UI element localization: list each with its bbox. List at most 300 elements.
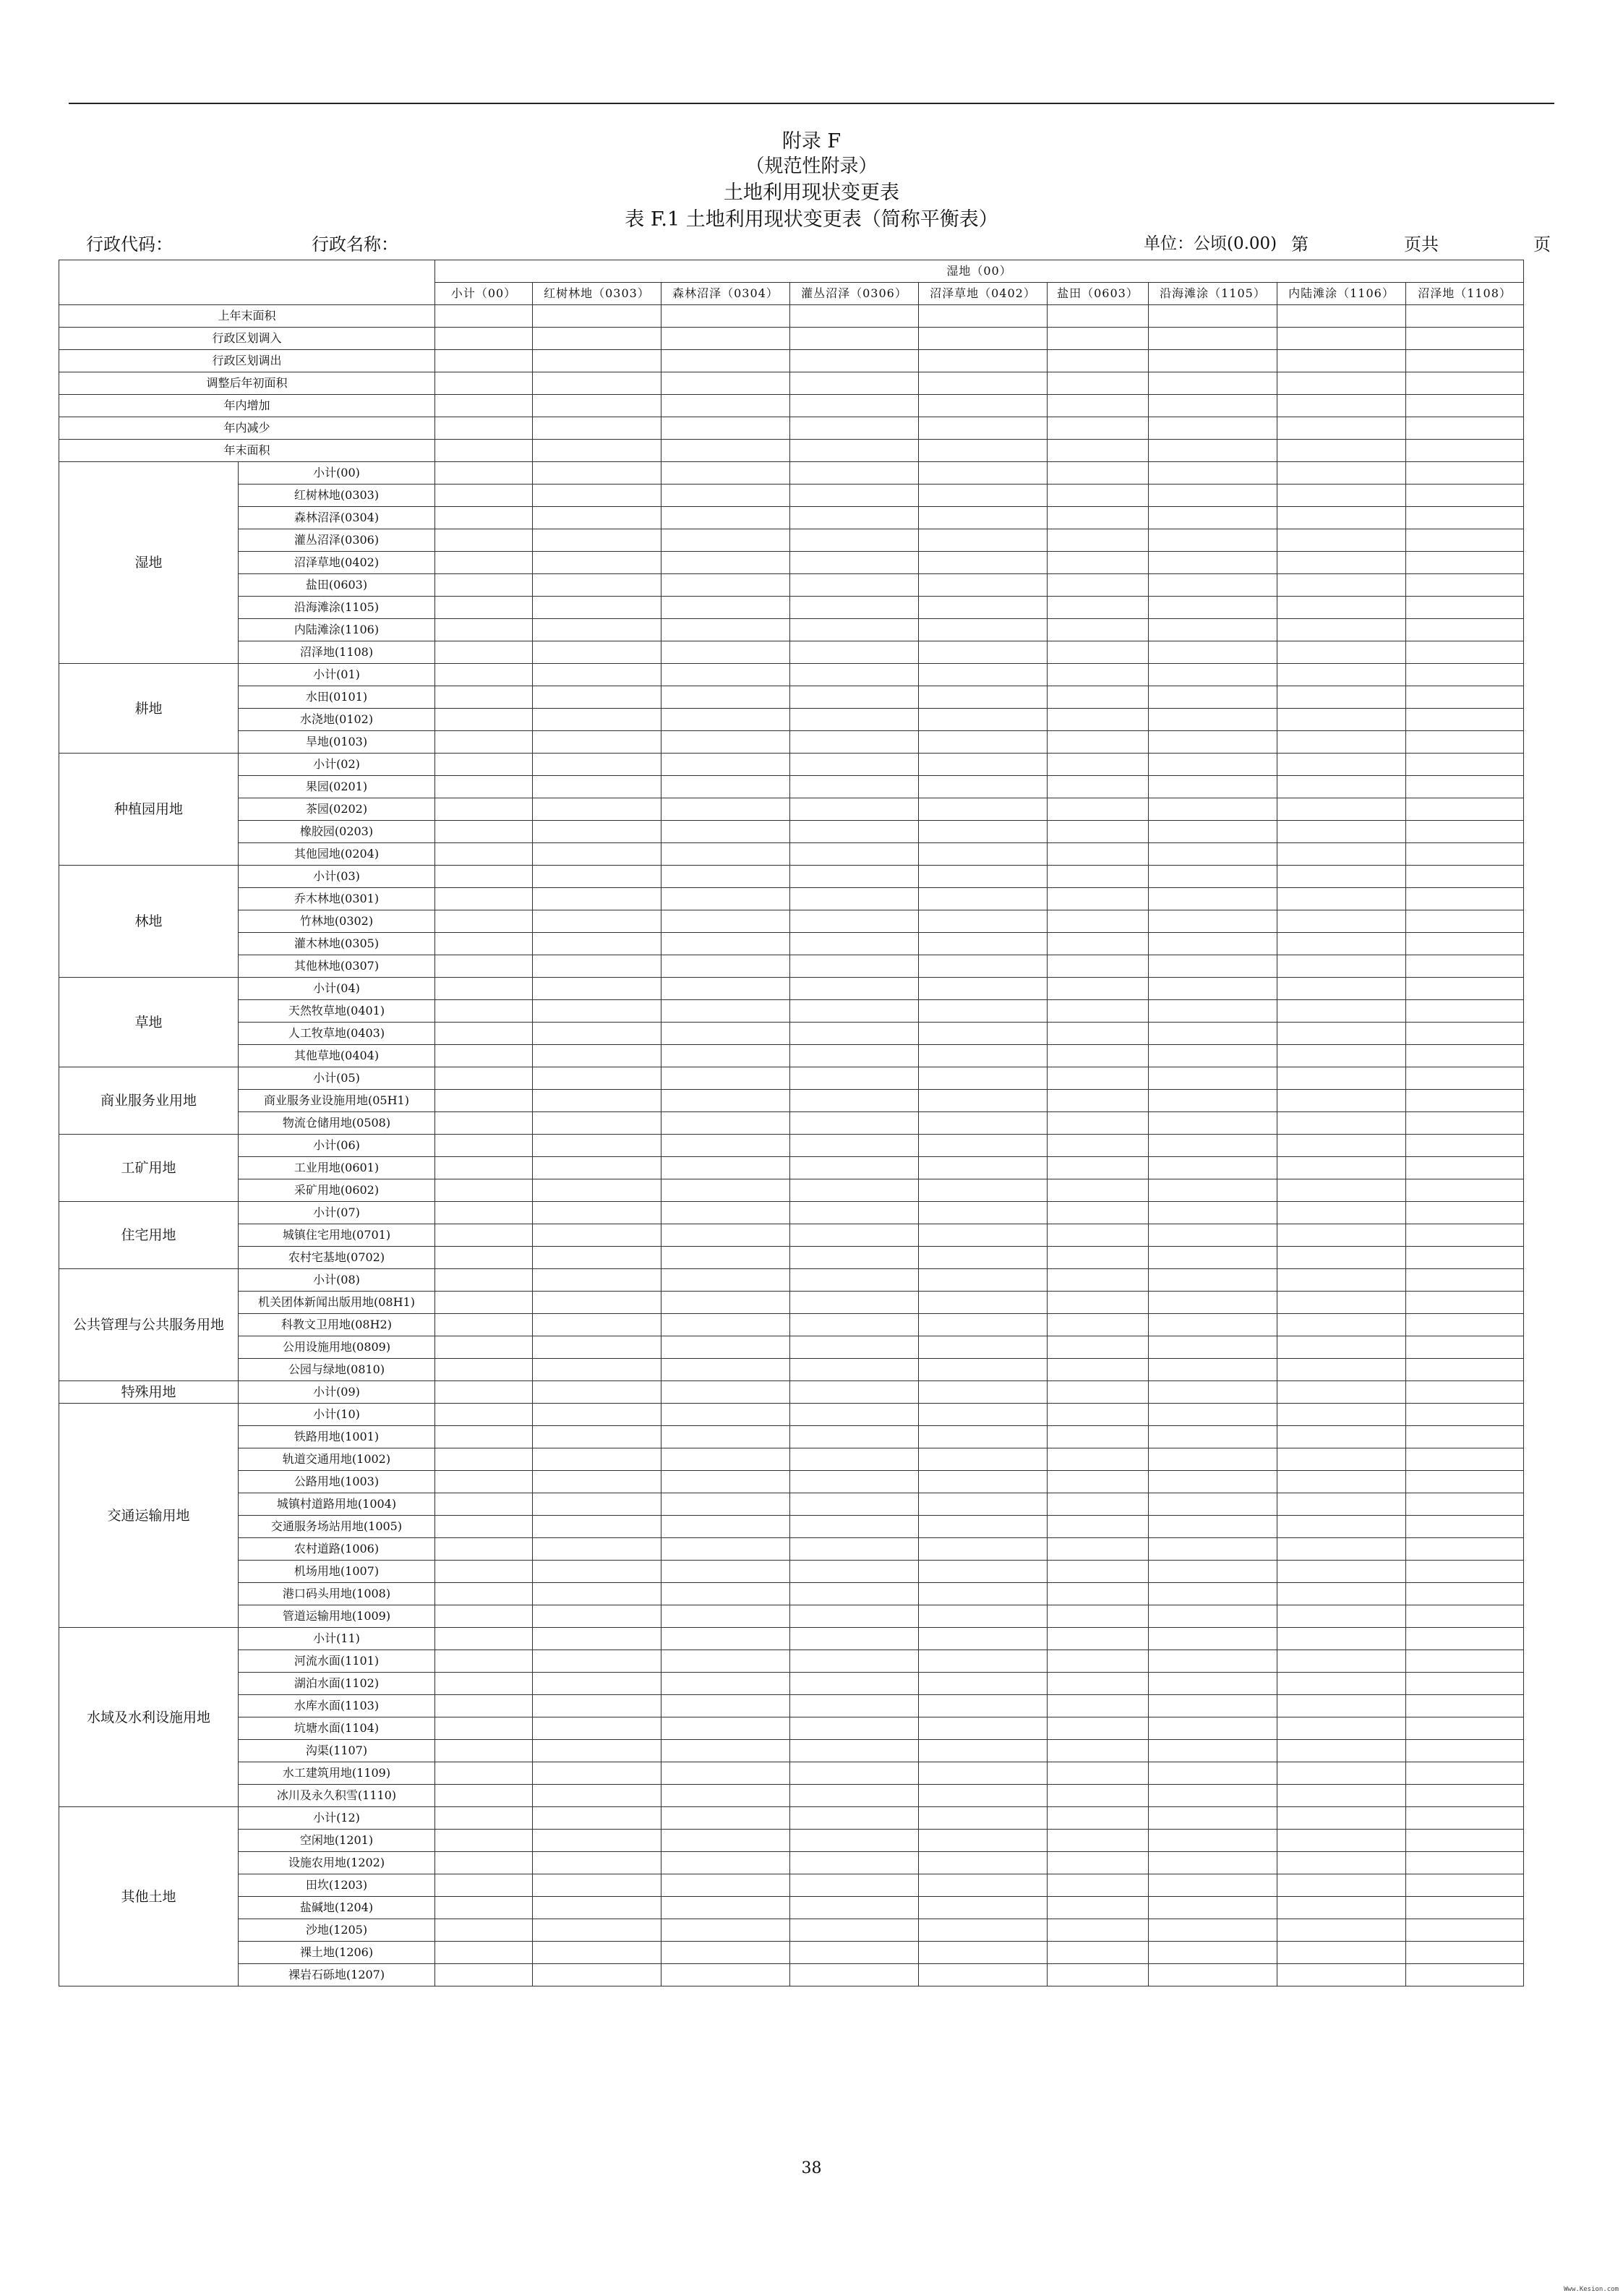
data-cell[interactable] [1149, 1942, 1277, 1964]
data-cell[interactable] [435, 440, 533, 462]
data-cell[interactable] [1149, 1404, 1277, 1426]
data-cell[interactable] [790, 1000, 919, 1023]
data-cell[interactable] [790, 1583, 919, 1605]
data-cell[interactable] [1149, 1516, 1277, 1538]
data-cell[interactable] [533, 597, 661, 619]
data-cell[interactable] [1406, 1224, 1524, 1247]
data-cell[interactable] [1048, 1112, 1149, 1135]
data-cell[interactable] [533, 1381, 661, 1404]
data-cell[interactable] [533, 1157, 661, 1179]
data-cell[interactable] [1406, 1897, 1524, 1919]
data-cell[interactable] [790, 1942, 919, 1964]
data-cell[interactable] [790, 1919, 919, 1942]
data-cell[interactable] [1406, 552, 1524, 574]
data-cell[interactable] [661, 417, 790, 440]
data-cell[interactable] [919, 485, 1048, 507]
data-cell[interactable] [435, 1785, 533, 1807]
data-cell[interactable] [1406, 1157, 1524, 1179]
data-cell[interactable] [1406, 328, 1524, 350]
data-cell[interactable] [1048, 372, 1149, 395]
data-cell[interactable] [533, 910, 661, 933]
data-cell[interactable] [435, 1067, 533, 1090]
data-cell[interactable] [1149, 1964, 1277, 1986]
data-cell[interactable] [790, 866, 919, 888]
data-cell[interactable] [1149, 1292, 1277, 1314]
data-cell[interactable] [1406, 417, 1524, 440]
data-cell[interactable] [1149, 1135, 1277, 1157]
data-cell[interactable] [1406, 395, 1524, 417]
data-cell[interactable] [435, 1628, 533, 1650]
data-cell[interactable] [661, 1785, 790, 1807]
data-cell[interactable] [1149, 1359, 1277, 1381]
data-cell[interactable] [435, 1112, 533, 1135]
data-cell[interactable] [1048, 1516, 1149, 1538]
data-cell[interactable] [1277, 328, 1406, 350]
data-cell[interactable] [435, 372, 533, 395]
data-cell[interactable] [661, 798, 790, 821]
data-cell[interactable] [435, 1292, 533, 1314]
data-cell[interactable] [435, 1471, 533, 1493]
data-cell[interactable] [919, 328, 1048, 350]
data-cell[interactable] [661, 1583, 790, 1605]
data-cell[interactable] [919, 910, 1048, 933]
data-cell[interactable] [1277, 1740, 1406, 1762]
data-cell[interactable] [1149, 1830, 1277, 1852]
data-cell[interactable] [1149, 1426, 1277, 1448]
data-cell[interactable] [533, 440, 661, 462]
data-cell[interactable] [1048, 1224, 1149, 1247]
data-cell[interactable] [533, 1695, 661, 1717]
data-cell[interactable] [435, 328, 533, 350]
data-cell[interactable] [919, 350, 1048, 372]
data-cell[interactable] [919, 1112, 1048, 1135]
data-cell[interactable] [661, 686, 790, 709]
data-cell[interactable] [435, 552, 533, 574]
data-cell[interactable] [1406, 1740, 1524, 1762]
data-cell[interactable] [790, 1314, 919, 1336]
data-cell[interactable] [1149, 1628, 1277, 1650]
data-cell[interactable] [1048, 1314, 1149, 1336]
data-cell[interactable] [533, 955, 661, 978]
data-cell[interactable] [435, 821, 533, 843]
data-cell[interactable] [790, 552, 919, 574]
data-cell[interactable] [790, 1605, 919, 1628]
data-cell[interactable] [790, 1874, 919, 1897]
data-cell[interactable] [1277, 1448, 1406, 1471]
data-cell[interactable] [533, 529, 661, 552]
data-cell[interactable] [1048, 843, 1149, 866]
data-cell[interactable] [1406, 1359, 1524, 1381]
data-cell[interactable] [1048, 1605, 1149, 1628]
data-cell[interactable] [1277, 821, 1406, 843]
data-cell[interactable] [661, 1717, 790, 1740]
data-cell[interactable] [661, 1493, 790, 1516]
data-cell[interactable] [1048, 552, 1149, 574]
data-cell[interactable] [1406, 1830, 1524, 1852]
data-cell[interactable] [661, 1628, 790, 1650]
data-cell[interactable] [919, 440, 1048, 462]
data-cell[interactable] [1149, 978, 1277, 1000]
data-cell[interactable] [1048, 1381, 1149, 1404]
data-cell[interactable] [1277, 1292, 1406, 1314]
data-cell[interactable] [790, 709, 919, 731]
data-cell[interactable] [919, 1426, 1048, 1448]
data-cell[interactable] [661, 372, 790, 395]
data-cell[interactable] [1048, 1650, 1149, 1673]
data-cell[interactable] [919, 1830, 1048, 1852]
data-cell[interactable] [919, 866, 1048, 888]
data-cell[interactable] [1149, 1202, 1277, 1224]
data-cell[interactable] [1149, 1179, 1277, 1202]
data-cell[interactable] [1406, 1516, 1524, 1538]
data-cell[interactable] [790, 417, 919, 440]
data-cell[interactable] [790, 328, 919, 350]
data-cell[interactable] [1277, 485, 1406, 507]
data-cell[interactable] [790, 574, 919, 597]
data-cell[interactable] [1277, 350, 1406, 372]
data-cell[interactable] [1149, 350, 1277, 372]
data-cell[interactable] [533, 1202, 661, 1224]
data-cell[interactable] [790, 1426, 919, 1448]
data-cell[interactable] [790, 1807, 919, 1830]
data-cell[interactable] [1277, 597, 1406, 619]
data-cell[interactable] [919, 395, 1048, 417]
data-cell[interactable] [1149, 1090, 1277, 1112]
data-cell[interactable] [1406, 1202, 1524, 1224]
data-cell[interactable] [1406, 1471, 1524, 1493]
data-cell[interactable] [435, 507, 533, 529]
data-cell[interactable] [1149, 1538, 1277, 1561]
data-cell[interactable] [1277, 1628, 1406, 1650]
data-cell[interactable] [533, 866, 661, 888]
data-cell[interactable] [435, 910, 533, 933]
data-cell[interactable] [661, 1538, 790, 1561]
data-cell[interactable] [533, 754, 661, 776]
data-cell[interactable] [661, 1673, 790, 1695]
data-cell[interactable] [661, 1404, 790, 1426]
data-cell[interactable] [790, 1067, 919, 1090]
data-cell[interactable] [661, 1561, 790, 1583]
data-cell[interactable] [661, 507, 790, 529]
data-cell[interactable] [1406, 955, 1524, 978]
data-cell[interactable] [1048, 754, 1149, 776]
data-cell[interactable] [1406, 1942, 1524, 1964]
data-cell[interactable] [435, 1874, 533, 1897]
data-cell[interactable] [435, 754, 533, 776]
data-cell[interactable] [1277, 305, 1406, 328]
data-cell[interactable] [919, 978, 1048, 1000]
data-cell[interactable] [1048, 664, 1149, 686]
data-cell[interactable] [435, 1314, 533, 1336]
data-cell[interactable] [1149, 1852, 1277, 1874]
data-cell[interactable] [1149, 1919, 1277, 1942]
data-cell[interactable] [1277, 888, 1406, 910]
data-cell[interactable] [533, 1583, 661, 1605]
data-cell[interactable] [919, 1000, 1048, 1023]
data-cell[interactable] [435, 1381, 533, 1404]
data-cell[interactable] [919, 1135, 1048, 1157]
data-cell[interactable] [919, 1717, 1048, 1740]
data-cell[interactable] [1406, 1807, 1524, 1830]
data-cell[interactable] [1149, 552, 1277, 574]
data-cell[interactable] [533, 933, 661, 955]
data-cell[interactable] [1149, 1269, 1277, 1292]
data-cell[interactable] [1048, 641, 1149, 664]
data-cell[interactable] [1048, 1874, 1149, 1897]
data-cell[interactable] [533, 1830, 661, 1852]
data-cell[interactable] [661, 1852, 790, 1874]
data-cell[interactable] [1149, 1762, 1277, 1785]
data-cell[interactable] [1406, 1090, 1524, 1112]
data-cell[interactable] [1277, 664, 1406, 686]
data-cell[interactable] [1149, 1561, 1277, 1583]
data-cell[interactable] [1406, 350, 1524, 372]
data-cell[interactable] [661, 1471, 790, 1493]
data-cell[interactable] [1149, 731, 1277, 754]
data-cell[interactable] [1277, 440, 1406, 462]
data-cell[interactable] [661, 1292, 790, 1314]
data-cell[interactable] [533, 1292, 661, 1314]
data-cell[interactable] [435, 731, 533, 754]
data-cell[interactable] [1406, 372, 1524, 395]
data-cell[interactable] [1277, 1538, 1406, 1561]
data-cell[interactable] [790, 1359, 919, 1381]
data-cell[interactable] [919, 776, 1048, 798]
data-cell[interactable] [1406, 619, 1524, 641]
data-cell[interactable] [919, 798, 1048, 821]
data-cell[interactable] [1406, 754, 1524, 776]
data-cell[interactable] [1149, 1224, 1277, 1247]
data-cell[interactable] [790, 955, 919, 978]
data-cell[interactable] [661, 664, 790, 686]
data-cell[interactable] [919, 843, 1048, 866]
data-cell[interactable] [1277, 1000, 1406, 1023]
data-cell[interactable] [533, 485, 661, 507]
data-cell[interactable] [919, 1359, 1048, 1381]
data-cell[interactable] [435, 1269, 533, 1292]
data-cell[interactable] [1406, 1179, 1524, 1202]
data-cell[interactable] [661, 1919, 790, 1942]
data-cell[interactable] [1406, 1426, 1524, 1448]
data-cell[interactable] [435, 1426, 533, 1448]
data-cell[interactable] [1406, 1964, 1524, 1986]
data-cell[interactable] [919, 507, 1048, 529]
data-cell[interactable] [435, 955, 533, 978]
data-cell[interactable] [790, 1493, 919, 1516]
data-cell[interactable] [533, 1269, 661, 1292]
data-cell[interactable] [919, 1762, 1048, 1785]
data-cell[interactable] [790, 1112, 919, 1135]
data-cell[interactable] [661, 1224, 790, 1247]
data-cell[interactable] [435, 1202, 533, 1224]
data-cell[interactable] [919, 417, 1048, 440]
data-cell[interactable] [1149, 1247, 1277, 1269]
data-cell[interactable] [1048, 955, 1149, 978]
data-cell[interactable] [1277, 1112, 1406, 1135]
data-cell[interactable] [1277, 1381, 1406, 1404]
data-cell[interactable] [661, 1023, 790, 1045]
data-cell[interactable] [533, 1942, 661, 1964]
data-cell[interactable] [661, 1000, 790, 1023]
data-cell[interactable] [1149, 955, 1277, 978]
data-cell[interactable] [1406, 709, 1524, 731]
data-cell[interactable] [1048, 1202, 1149, 1224]
data-cell[interactable] [435, 1942, 533, 1964]
data-cell[interactable] [435, 529, 533, 552]
data-cell[interactable] [533, 305, 661, 328]
data-cell[interactable] [919, 1740, 1048, 1762]
data-cell[interactable] [1048, 1785, 1149, 1807]
data-cell[interactable] [919, 1202, 1048, 1224]
data-cell[interactable] [1406, 1605, 1524, 1628]
data-cell[interactable] [1277, 686, 1406, 709]
data-cell[interactable] [1048, 1717, 1149, 1740]
data-cell[interactable] [533, 1605, 661, 1628]
data-cell[interactable] [661, 1112, 790, 1135]
data-cell[interactable] [435, 1673, 533, 1695]
data-cell[interactable] [1406, 641, 1524, 664]
data-cell[interactable] [1277, 1157, 1406, 1179]
data-cell[interactable] [435, 709, 533, 731]
data-cell[interactable] [1048, 1807, 1149, 1830]
data-cell[interactable] [1048, 1359, 1149, 1381]
data-cell[interactable] [919, 1919, 1048, 1942]
data-cell[interactable] [790, 1404, 919, 1426]
data-cell[interactable] [1406, 507, 1524, 529]
data-cell[interactable] [533, 731, 661, 754]
data-cell[interactable] [1277, 1135, 1406, 1157]
data-cell[interactable] [790, 1897, 919, 1919]
data-cell[interactable] [533, 1023, 661, 1045]
data-cell[interactable] [790, 843, 919, 866]
data-cell[interactable] [1048, 1067, 1149, 1090]
data-cell[interactable] [1048, 462, 1149, 485]
data-cell[interactable] [1277, 574, 1406, 597]
data-cell[interactable] [1048, 1448, 1149, 1471]
data-cell[interactable] [1406, 1314, 1524, 1336]
data-cell[interactable] [1149, 417, 1277, 440]
data-cell[interactable] [1048, 597, 1149, 619]
data-cell[interactable] [790, 754, 919, 776]
data-cell[interactable] [1149, 821, 1277, 843]
data-cell[interactable] [661, 1874, 790, 1897]
data-cell[interactable] [1277, 395, 1406, 417]
data-cell[interactable] [790, 305, 919, 328]
data-cell[interactable] [1277, 776, 1406, 798]
data-cell[interactable] [919, 1157, 1048, 1179]
data-cell[interactable] [1048, 1673, 1149, 1695]
data-cell[interactable] [1149, 686, 1277, 709]
data-cell[interactable] [661, 1247, 790, 1269]
data-cell[interactable] [1406, 1874, 1524, 1897]
data-cell[interactable] [661, 395, 790, 417]
data-cell[interactable] [1277, 1605, 1406, 1628]
data-cell[interactable] [661, 888, 790, 910]
data-cell[interactable] [919, 1583, 1048, 1605]
data-cell[interactable] [661, 1067, 790, 1090]
data-cell[interactable] [1406, 1000, 1524, 1023]
data-cell[interactable] [435, 1247, 533, 1269]
data-cell[interactable] [435, 843, 533, 866]
data-cell[interactable] [1406, 1919, 1524, 1942]
data-cell[interactable] [1406, 1247, 1524, 1269]
data-cell[interactable] [1277, 1359, 1406, 1381]
data-cell[interactable] [435, 574, 533, 597]
data-cell[interactable] [919, 1023, 1048, 1045]
data-cell[interactable] [533, 1426, 661, 1448]
data-cell[interactable] [919, 1538, 1048, 1561]
data-cell[interactable] [533, 821, 661, 843]
data-cell[interactable] [919, 933, 1048, 955]
data-cell[interactable] [1149, 619, 1277, 641]
data-cell[interactable] [1149, 507, 1277, 529]
data-cell[interactable] [1406, 1023, 1524, 1045]
data-cell[interactable] [661, 485, 790, 507]
data-cell[interactable] [1406, 1583, 1524, 1605]
data-cell[interactable] [1048, 417, 1149, 440]
data-cell[interactable] [1149, 305, 1277, 328]
data-cell[interactable] [1406, 776, 1524, 798]
data-cell[interactable] [1149, 933, 1277, 955]
data-cell[interactable] [533, 1807, 661, 1830]
data-cell[interactable] [661, 1314, 790, 1336]
data-cell[interactable] [1149, 574, 1277, 597]
data-cell[interactable] [1406, 686, 1524, 709]
data-cell[interactable] [435, 1493, 533, 1516]
data-cell[interactable] [1277, 1247, 1406, 1269]
data-cell[interactable] [790, 1045, 919, 1067]
data-cell[interactable] [790, 1717, 919, 1740]
data-cell[interactable] [661, 1090, 790, 1112]
data-cell[interactable] [1048, 1404, 1149, 1426]
data-cell[interactable] [1277, 462, 1406, 485]
data-cell[interactable] [435, 1336, 533, 1359]
data-cell[interactable] [790, 1292, 919, 1314]
data-cell[interactable] [1406, 1852, 1524, 1874]
data-cell[interactable] [790, 1538, 919, 1561]
data-cell[interactable] [1406, 1112, 1524, 1135]
data-cell[interactable] [1406, 798, 1524, 821]
data-cell[interactable] [1048, 485, 1149, 507]
data-cell[interactable] [1406, 731, 1524, 754]
data-cell[interactable] [1048, 1852, 1149, 1874]
data-cell[interactable] [1149, 709, 1277, 731]
data-cell[interactable] [1406, 1717, 1524, 1740]
data-cell[interactable] [919, 1067, 1048, 1090]
data-cell[interactable] [919, 1179, 1048, 1202]
data-cell[interactable] [919, 1381, 1048, 1404]
data-cell[interactable] [1149, 462, 1277, 485]
data-cell[interactable] [1149, 1157, 1277, 1179]
data-cell[interactable] [1277, 1561, 1406, 1583]
data-cell[interactable] [1149, 1874, 1277, 1897]
data-cell[interactable] [1277, 1516, 1406, 1538]
data-cell[interactable] [1149, 395, 1277, 417]
data-cell[interactable] [1048, 1740, 1149, 1762]
data-cell[interactable] [1149, 1493, 1277, 1516]
data-cell[interactable] [1149, 1067, 1277, 1090]
data-cell[interactable] [919, 1448, 1048, 1471]
data-cell[interactable] [435, 597, 533, 619]
data-cell[interactable] [661, 731, 790, 754]
data-cell[interactable] [533, 574, 661, 597]
data-cell[interactable] [533, 1000, 661, 1023]
data-cell[interactable] [919, 1269, 1048, 1292]
data-cell[interactable] [661, 1942, 790, 1964]
data-cell[interactable] [533, 1112, 661, 1135]
data-cell[interactable] [1149, 1314, 1277, 1336]
data-cell[interactable] [661, 328, 790, 350]
